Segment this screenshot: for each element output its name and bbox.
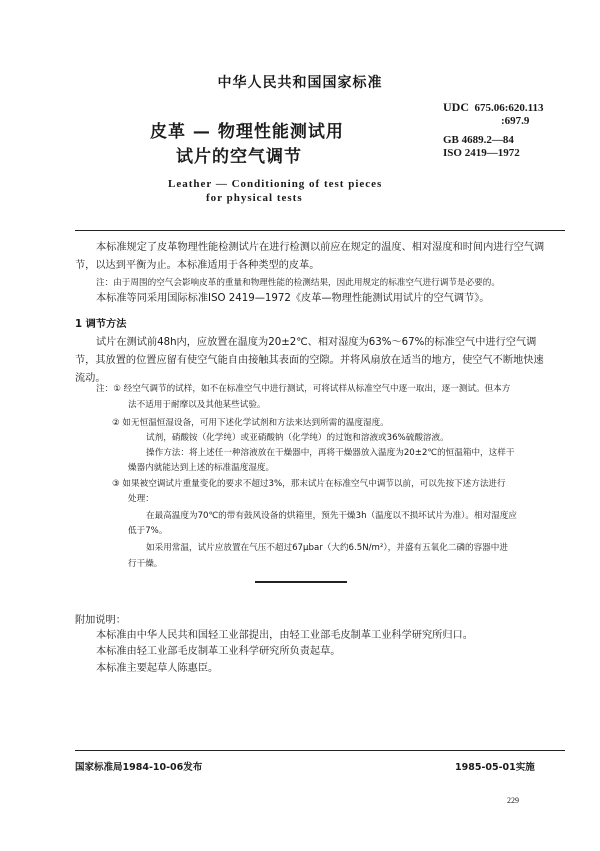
udc-value-cont: :697.9 — [501, 115, 530, 127]
section-1-heading: 1 调节方法 — [75, 319, 127, 330]
appendix-line-1: 本标准由中华人民共和国轻工业部提出，由轻工业部毛皮制革工业科学研究所归口。 — [96, 630, 473, 641]
note-3-line-f: 行干燥。 — [128, 559, 163, 569]
issue-date: 国家标准局1984-10-06发布 — [75, 762, 203, 773]
english-title-line2: for physical tests — [206, 192, 303, 204]
chinese-title-line2: 试片的空气调节 — [176, 147, 302, 167]
udc-value: 675.06:620.113 — [474, 102, 544, 114]
note-3-line-d: 低于7%。 — [128, 526, 168, 536]
note-2-line-d: 燥器内就能达到上述的标准温度湿度。 — [128, 463, 275, 473]
note-1-line-a: 注：① 经空气调节的试样，如不在标准空气中进行测试，可将试样从标准空气中逐一取出，逐一测试。但本方 — [96, 384, 511, 394]
page-number: 229 — [507, 796, 519, 805]
note-3-line-b: 处理： — [128, 494, 154, 504]
note-2-line-a: ② 如无恒温恒湿设备，可用下述化学试剂和方法来达到所需的温度湿度。 — [112, 418, 389, 428]
note-3-line-a: ③ 如果被空调试片重量变化的要求不超过3%，那末试片在标准空气中调节以前，可以先按下述方法进行 — [112, 479, 506, 489]
iso-code: ISO 2419—1972 — [443, 147, 520, 159]
section-1-body: 试片在测试前48h内，应放置在温度为20±2℃、相对湿度为63%～67%的标准空气中进行空气调节，其放置的位置应留有使空气能自由接触其表面的空隙。并将风扇放在适当的地方，使空气不断地快速流动。 — [75, 337, 544, 384]
appendix-heading: 附加说明： — [75, 615, 126, 626]
udc-label: UDC — [443, 100, 469, 114]
note-2-line-b: 试剂，硝酸铵（化学纯）或亚硝酸钠（化学纯）的过饱和溶液或36%硫酸溶液。 — [146, 433, 449, 443]
appendix-line-3: 本标准主要起草人陈惠臣。 — [96, 663, 219, 674]
standard-header: 中华人民共和国国家标准 — [217, 75, 383, 91]
note-3-line-c: 在最高温度为70℃的带有鼓风设备的烘箱里，预先干燥3h（温度以不损坏试片为准）。相对湿度应 — [146, 511, 517, 521]
intro-note: 注：由于周围的空气会影响皮革的重量和物理性能的检测结果，因此用规定的标准空气进行调节是必要的。 — [96, 278, 500, 288]
gb-code: GB 4689.2—84 — [443, 134, 514, 146]
english-title-line1: Leather — Conditioning of test pieces — [168, 178, 383, 190]
appendix-line-2: 本标准由轻工业部毛皮制革工业科学研究所负责起草。 — [96, 646, 341, 657]
implementation-date: 1985-05-01实施 — [455, 762, 535, 773]
footer-rule — [75, 750, 565, 751]
header-rule — [75, 230, 565, 231]
intro-paragraph: 本标准规定了皮革物理性能检测试片在进行检测以前应在规定的温度、相对湿度和时间内进行空气调节，以达到平衡为止。本标准适用于各种类型的皮革。 — [75, 242, 545, 271]
note-1-line-b: 法不适用于耐摩以及其他某些试验。 — [128, 400, 266, 410]
adoption-statement: 本标准等同采用国际标准ISO 2419—1972《皮革—物理性能测试用试片的空气调节》。 — [96, 293, 490, 304]
note-2-line-c: 操作方法：将上述任一种溶液放在干燥器中，再将干燥器放入温度为20±2℃的恒温箱中，这样干 — [146, 448, 515, 458]
chinese-title-line1: 皮革 — 物理性能测试用 — [150, 122, 344, 142]
section-separator — [255, 581, 347, 583]
note-3-line-e: 如采用常温，试片应放置在气压不超过67μbar（大约6.5N/m²），并盛有五氧化二磷的容器中进 — [146, 543, 508, 553]
classification-codes — [443, 101, 544, 160]
